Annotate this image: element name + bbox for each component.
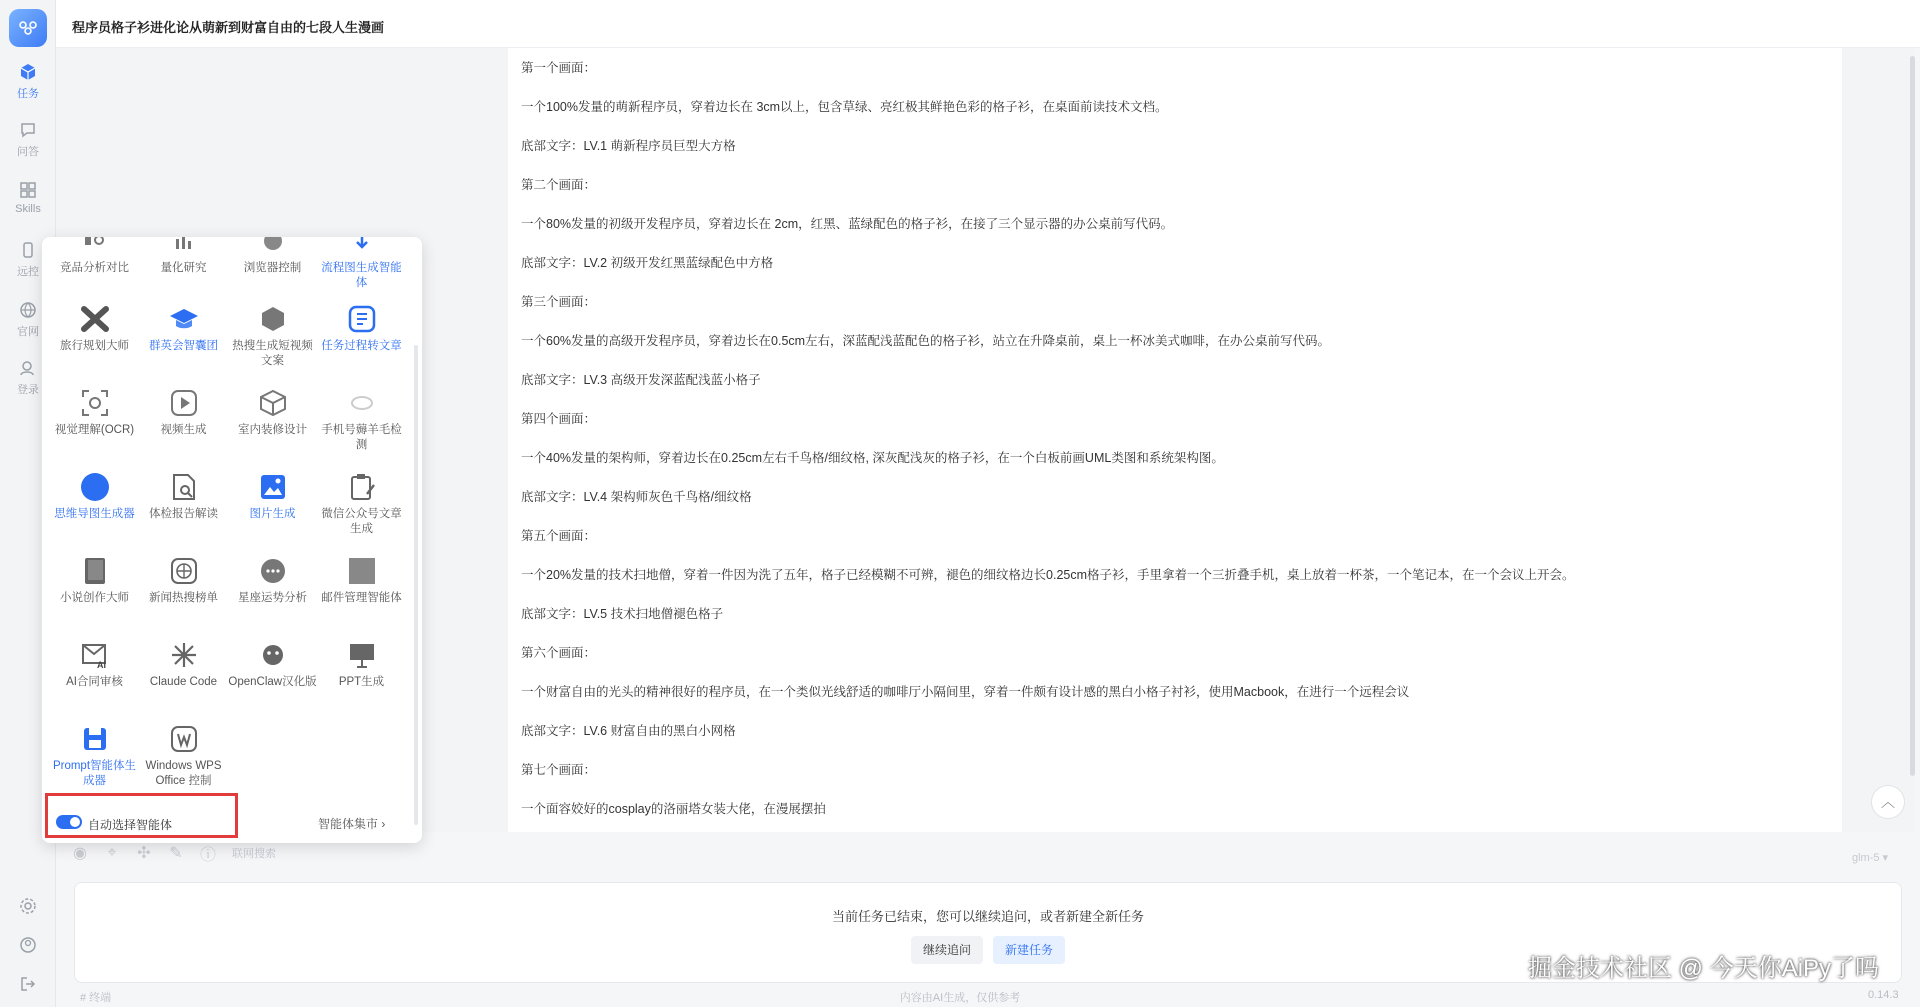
agent-item[interactable] bbox=[228, 471, 317, 522]
network-icon[interactable]: ✣ bbox=[137, 845, 151, 862]
agent-label: 手机号薅羊毛检测 bbox=[321, 424, 402, 451]
agent-item[interactable] bbox=[139, 303, 228, 354]
browser-icon bbox=[257, 237, 289, 257]
agent-label: Claude Code bbox=[149, 676, 218, 688]
svg-text:AI: AI bbox=[96, 660, 106, 670]
agent-label: 视频生成 bbox=[160, 424, 207, 436]
agent-item[interactable] bbox=[50, 723, 139, 789]
article-line: 底部文字：LV.5 技术扫地僧褪色格子 bbox=[521, 607, 724, 621]
article-line: 一个60%发量的高级开发程序员，穿着边长在0.5cm左右，深蓝配浅蓝配色的格子衫，站立在升降桌前，桌上一杯冰美式咖啡，在办公桌前写代码。 bbox=[521, 334, 1331, 348]
agent-item[interactable] bbox=[228, 303, 317, 369]
book-icon bbox=[79, 555, 111, 587]
agent-item[interactable] bbox=[228, 639, 317, 690]
continue-button[interactable]: 继续追问 bbox=[911, 936, 983, 964]
agent-label: 竞品分析对比 bbox=[60, 262, 129, 274]
report-search-icon bbox=[168, 471, 200, 503]
agent-label: 热搜生成短视频文案 bbox=[232, 340, 313, 367]
nav-item-qa[interactable] bbox=[0, 120, 56, 159]
sheep-icon bbox=[346, 387, 378, 419]
article-line: 一个100%发量的萌新程序员，穿着边长在 3cm以上，包含草绿、亮红极其鲜艳色彩的格子衫，在桌面前读技术文档。 bbox=[521, 100, 1168, 114]
article-line: 第五个画面： bbox=[521, 529, 597, 543]
article-line: 第六个画面： bbox=[521, 646, 597, 660]
square-icon bbox=[346, 555, 378, 587]
agent-label: PPT生成 bbox=[338, 676, 385, 688]
model-select[interactable]: glm-5 ▾ bbox=[1852, 852, 1889, 864]
nav-item-label: Skills bbox=[15, 203, 41, 215]
mindmap-circle-icon bbox=[79, 471, 111, 503]
article-convert-icon bbox=[346, 303, 378, 335]
ai-mail-icon bbox=[79, 639, 111, 671]
article-line: 底部文字：LV.2 初级开发红黑蓝绿配色中方格 bbox=[521, 256, 774, 270]
agent-item[interactable] bbox=[139, 471, 228, 522]
voice-icon[interactable]: ◉ bbox=[73, 845, 87, 862]
nav-item-label: 登录 bbox=[17, 384, 39, 396]
settings-button[interactable] bbox=[0, 897, 56, 920]
agent-item[interactable] bbox=[317, 237, 406, 291]
version-label: 0.14.3 bbox=[1868, 989, 1899, 1001]
grid-icon bbox=[18, 180, 38, 200]
agent-label: 体检报告解读 bbox=[149, 508, 218, 520]
nav-item-label: 问答 bbox=[17, 146, 39, 158]
agent-label: Windows WPS Office 控制 bbox=[145, 760, 222, 787]
chat-bubble-icon bbox=[18, 120, 38, 140]
page-title: 程序员格子衫进化论从萌新到财富自由的七段人生漫画 bbox=[72, 20, 385, 35]
input-toolbar bbox=[72, 843, 276, 863]
globe-icon bbox=[18, 300, 38, 320]
wps-icon bbox=[168, 723, 200, 755]
hexagon-icon bbox=[257, 303, 289, 335]
cube-icon bbox=[18, 62, 38, 82]
agent-label: 小说创作大师 bbox=[60, 592, 129, 604]
agent-label: 思维导图生成器 bbox=[54, 508, 135, 520]
article-line: 底部文字：LV.4 架构师灰色千鸟格/细纹格 bbox=[521, 490, 752, 504]
agent-item[interactable] bbox=[228, 237, 317, 276]
info-icon[interactable]: ⓘ bbox=[200, 846, 217, 864]
agent-label: 邮件管理智能体 bbox=[321, 592, 402, 604]
agent-label: 微信公众号文章生成 bbox=[321, 508, 402, 535]
user-button[interactable] bbox=[0, 936, 56, 959]
agent-item[interactable] bbox=[228, 387, 317, 438]
nav-item-label: 任务 bbox=[17, 88, 39, 100]
agent-item[interactable] bbox=[139, 639, 228, 690]
article-line: 第一个画面： bbox=[521, 61, 597, 75]
agent-label: 视觉理解(OCR) bbox=[54, 424, 135, 436]
agent-label: 旅行规划大师 bbox=[60, 340, 129, 352]
content-scrollbar[interactable] bbox=[1910, 56, 1915, 776]
search-compare-icon bbox=[79, 237, 111, 257]
terminal-link[interactable]: # 终端 bbox=[80, 992, 112, 1004]
agent-label: 群英会智囊团 bbox=[149, 340, 218, 352]
agent-item[interactable] bbox=[228, 555, 317, 606]
agent-item[interactable] bbox=[317, 555, 406, 606]
agent-item[interactable] bbox=[50, 639, 139, 690]
result-article bbox=[508, 48, 1842, 832]
article-line: 一个20%发量的技术扫地僧，穿着一件因为洗了五年，格子已经模糊不可辨，褪色的细纹格边长0.25cm格子衫，手里拿着一个三折叠手机，桌上放着一杯茶，一个笔记本，在一个会议上开会。 bbox=[521, 568, 1575, 582]
article-line: 一个面容姣好的cosplay的洛丽塔女装大佬，在漫展摆拍 bbox=[521, 802, 826, 816]
agent-label: Prompt智能体生成器 bbox=[52, 760, 137, 787]
bar-chart-icon bbox=[168, 237, 200, 257]
agent-label: 任务过程转文章 bbox=[321, 340, 402, 352]
agent-label: AI合同审核 bbox=[66, 676, 123, 688]
article-line: 第七个画面： bbox=[521, 763, 597, 777]
agent-label: 室内装修设计 bbox=[238, 424, 307, 436]
claw-icon bbox=[257, 639, 289, 671]
agent-item[interactable] bbox=[50, 387, 139, 438]
web-search-toggle[interactable]: 联网搜索 bbox=[232, 848, 276, 860]
plane-icon bbox=[79, 303, 111, 335]
nav-item-label: 远控 bbox=[17, 266, 39, 278]
graduation-cap-icon bbox=[168, 303, 200, 335]
asterisk-icon bbox=[168, 639, 200, 671]
agent-item[interactable] bbox=[50, 303, 139, 354]
agent-label: 图片生成 bbox=[249, 508, 296, 520]
login-icon bbox=[18, 358, 38, 378]
location-icon[interactable]: ⌖ bbox=[107, 844, 117, 861]
ai-disclaimer: 内容由AI生成，仅供参考 bbox=[899, 992, 1021, 1004]
article-line: 一个80%发量的初级开发程序员，穿着边长在 2cm，红黑、蓝绿配色的格子衫，在接了三个显示器的办公桌前写代码。 bbox=[521, 217, 1174, 231]
agent-item[interactable] bbox=[139, 555, 228, 606]
auto-select-label: 自动选择智能体 bbox=[88, 818, 173, 832]
clipboard-edit-icon bbox=[346, 471, 378, 503]
ocr-eye-icon bbox=[79, 387, 111, 419]
nav-item-skills[interactable] bbox=[0, 180, 56, 215]
agent-label: 流程图生成智能体 bbox=[321, 262, 402, 289]
nav-item-label: 官网 bbox=[17, 326, 39, 338]
remote-control-icon bbox=[18, 240, 38, 260]
flowchart-icon bbox=[346, 237, 378, 257]
agent-label: 星座运势分析 bbox=[238, 592, 307, 604]
image-icon bbox=[257, 471, 289, 503]
agent-item[interactable] bbox=[317, 639, 406, 690]
box-3d-icon bbox=[257, 387, 289, 419]
article-line: 第二个画面： bbox=[521, 178, 597, 192]
scroll-top-button[interactable] bbox=[1871, 785, 1905, 819]
video-play-icon bbox=[168, 387, 200, 419]
agent-label: 浏览器控制 bbox=[243, 262, 302, 274]
new-task-button[interactable]: 新建任务 bbox=[993, 936, 1065, 964]
agent-item[interactable] bbox=[317, 471, 406, 537]
globe-icon bbox=[168, 555, 200, 587]
agent-label: 新闻热搜榜单 bbox=[149, 592, 218, 604]
nav-item-task[interactable] bbox=[0, 62, 56, 101]
agent-label: 量化研究 bbox=[160, 262, 207, 274]
popup-scrollbar[interactable] bbox=[414, 345, 418, 825]
agent-item[interactable] bbox=[317, 303, 406, 354]
article-line: 底部文字：LV.6 财富自由的黑白小网格 bbox=[521, 724, 736, 738]
watermark: 掘金技术社区 @ 今天你AiPy了吗 bbox=[1528, 955, 1880, 982]
presentation-icon bbox=[346, 639, 378, 671]
article-line: 一个40%发量的架构师，穿着边长在0.25cm左右千鸟格/细纹格, 深灰配浅灰的格子衫，在一个白板前画UML类图和系统架构图。 bbox=[521, 451, 1224, 465]
article-line: 底部文字：LV.1 萌新程序员巨型大方格 bbox=[521, 139, 736, 153]
chevron-up-icon: ︿ bbox=[1881, 794, 1895, 810]
auto-select-toggle[interactable] bbox=[56, 815, 82, 829]
agent-item[interactable] bbox=[317, 387, 406, 453]
agent-market-link[interactable]: 智能体集市 › bbox=[318, 817, 386, 831]
article-line: 一个财富自由的光头的精神很好的程序员，在一个类似光线舒适的咖啡厅小隔间里，穿着一件颇有设计感的黑白小格子衬衫，使用Macbook，在进行一个远程会议 bbox=[521, 685, 1410, 699]
agent-label: OpenClaw汉化版 bbox=[228, 676, 317, 688]
app-logo[interactable] bbox=[9, 9, 47, 47]
agent-picker-popup bbox=[42, 237, 422, 843]
chat-dots-icon bbox=[257, 555, 289, 587]
article-line: 底部文字：LV.3 高级开发深蓝配浅蓝小格子 bbox=[521, 373, 761, 387]
agent-item[interactable] bbox=[139, 723, 228, 789]
edit-icon[interactable]: ✎ bbox=[169, 845, 183, 862]
agent-item[interactable] bbox=[50, 555, 139, 606]
article-line: 第四个画面： bbox=[521, 412, 597, 426]
agent-item[interactable] bbox=[50, 237, 139, 276]
agent-item[interactable] bbox=[50, 471, 139, 522]
agent-item[interactable] bbox=[139, 387, 228, 438]
settings-icon bbox=[19, 897, 37, 915]
save-disk-icon bbox=[79, 723, 111, 755]
title-bar bbox=[56, 0, 1920, 48]
agent-item[interactable] bbox=[139, 237, 228, 276]
task-finished-message: 当前任务已结束，您可以继续追问，或者新建全新任务 bbox=[831, 909, 1144, 924]
user-icon bbox=[19, 936, 37, 954]
article-line: 第三个画面： bbox=[521, 295, 597, 309]
